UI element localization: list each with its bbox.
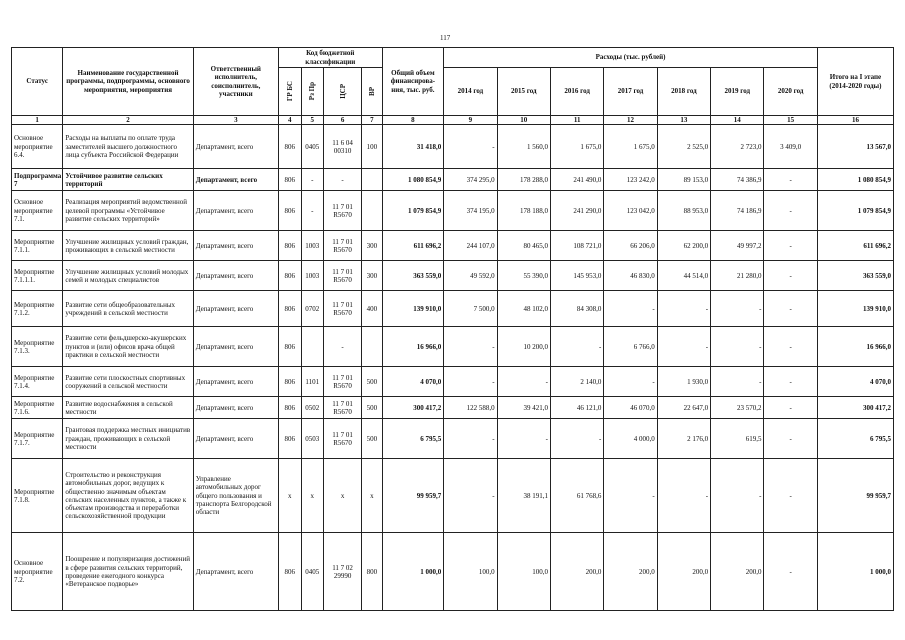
row-year-2015: 1 560,0 xyxy=(497,125,550,169)
row-grbs: 806 xyxy=(278,533,301,611)
row-status: Мероприятие 7.1.7. xyxy=(12,419,63,459)
row-year-2015: - xyxy=(497,419,550,459)
row-total-volume: 363 559,0 xyxy=(382,261,444,291)
row-status: Мероприятие 7.1.2. xyxy=(12,291,63,327)
row-grbs: 806 xyxy=(278,169,301,191)
row-rzpr: 0503 xyxy=(301,419,324,459)
row-total: 1 079 854,9 xyxy=(817,191,893,231)
column-index: 2 xyxy=(63,116,193,125)
table-row xyxy=(12,231,894,261)
row-year-2019: 200,0 xyxy=(711,533,764,611)
header-year: 2017 год xyxy=(604,68,657,116)
row-total-volume: 6 795,5 xyxy=(382,419,444,459)
row-status: Мероприятие 7.1.1.1. xyxy=(12,261,63,291)
header-name: Наименование государственной программы, подпрограммы, основного мероприятия, мероприятия xyxy=(63,48,193,116)
header-year: 2015 год xyxy=(497,68,550,116)
row-year-2014: - xyxy=(444,125,497,169)
row-vr xyxy=(362,169,383,191)
row-rzpr: 1003 xyxy=(301,261,324,291)
row-year-2017: - xyxy=(604,291,657,327)
row-year-2020: - xyxy=(764,191,817,231)
row-year-2016: - xyxy=(550,419,603,459)
row-year-2020: - xyxy=(764,291,817,327)
table-row xyxy=(12,459,894,533)
row-year-2015: 48 102,0 xyxy=(497,291,550,327)
row-total-volume: 300 417,2 xyxy=(382,397,444,419)
row-year-2018: 62 200,0 xyxy=(657,231,710,261)
row-rzpr: 0702 xyxy=(301,291,324,327)
table-row xyxy=(12,291,894,327)
row-year-2014: - xyxy=(444,459,497,533)
row-year-2018: 88 953,0 xyxy=(657,191,710,231)
row-year-2014: - xyxy=(444,419,497,459)
row-year-2016: 241 490,0 xyxy=(550,169,603,191)
row-year-2020: - xyxy=(764,261,817,291)
row-total: 6 795,5 xyxy=(817,419,893,459)
row-csr: 11 7 01 R5670 xyxy=(324,367,362,397)
row-csr: 11 7 01 R5670 xyxy=(324,191,362,231)
row-year-2014: 7 500,0 xyxy=(444,291,497,327)
row-vr: 300 xyxy=(362,261,383,291)
row-total-volume: 1 000,0 xyxy=(382,533,444,611)
row-year-2018: 44 514,0 xyxy=(657,261,710,291)
row-csr: 11 7 01 R5670 xyxy=(324,261,362,291)
row-year-2019: 619,5 xyxy=(711,419,764,459)
header-grbs: ГР БС xyxy=(278,68,301,116)
row-year-2018: 89 153,0 xyxy=(657,169,710,191)
row-year-2019: - xyxy=(711,327,764,367)
row-year-2016: 46 121,0 xyxy=(550,397,603,419)
row-rzpr xyxy=(301,327,324,367)
row-year-2019: - xyxy=(711,291,764,327)
row-status: Основное мероприятие 6.4. xyxy=(12,125,63,169)
row-total: 16 966,0 xyxy=(817,327,893,367)
row-grbs: 806 xyxy=(278,397,301,419)
row-year-2017: 200,0 xyxy=(604,533,657,611)
row-year-2016: 241 290,0 xyxy=(550,191,603,231)
column-index: 7 xyxy=(362,116,383,125)
row-year-2015: 39 421,0 xyxy=(497,397,550,419)
row-year-2016: 84 308,0 xyxy=(550,291,603,327)
row-year-2017: 4 000,0 xyxy=(604,419,657,459)
row-csr: 11 7 01 R5670 xyxy=(324,291,362,327)
row-status: Мероприятие 7.1.6. xyxy=(12,397,63,419)
row-responsible: Департамент, всего xyxy=(193,291,278,327)
row-name: Развитие сети плоскостных спортивных сооружений в сельской местности xyxy=(63,367,193,397)
row-csr: - xyxy=(324,327,362,367)
row-year-2020: - xyxy=(764,419,817,459)
row-year-2017: 1 675,0 xyxy=(604,125,657,169)
table-row xyxy=(12,261,894,291)
row-year-2015: 100,0 xyxy=(497,533,550,611)
row-rzpr: x xyxy=(301,459,324,533)
column-index: 1 xyxy=(12,116,63,125)
header-total-volume: Общий объем финансирова-ния, тыс. руб. xyxy=(382,48,444,116)
row-grbs: 806 xyxy=(278,291,301,327)
row-vr: 300 xyxy=(362,231,383,261)
row-year-2019: - xyxy=(711,367,764,397)
row-vr: 500 xyxy=(362,367,383,397)
row-year-2014: 49 592,0 xyxy=(444,261,497,291)
row-year-2016: 200,0 xyxy=(550,533,603,611)
table-row xyxy=(12,169,894,191)
row-total-volume: 139 910,0 xyxy=(382,291,444,327)
header-year: 2014 год xyxy=(444,68,497,116)
row-responsible: Департамент, всего xyxy=(193,191,278,231)
row-year-2015: 38 191,1 xyxy=(497,459,550,533)
column-index: 15 xyxy=(764,116,817,125)
row-year-2016: - xyxy=(550,327,603,367)
row-grbs: 806 xyxy=(278,419,301,459)
column-index: 8 xyxy=(382,116,444,125)
column-index: 13 xyxy=(657,116,710,125)
column-index: 14 xyxy=(711,116,764,125)
row-name: Улучшение жилищных условий молодых семей и молодых специалистов xyxy=(63,261,193,291)
row-year-2020: - xyxy=(764,533,817,611)
row-year-2019: 21 280,0 xyxy=(711,261,764,291)
row-responsible: Департамент, всего xyxy=(193,125,278,169)
row-vr: x xyxy=(362,459,383,533)
row-year-2019: 23 570,2 xyxy=(711,397,764,419)
row-grbs: x xyxy=(278,459,301,533)
row-year-2014: 100,0 xyxy=(444,533,497,611)
column-index-row xyxy=(12,116,894,125)
row-total-volume: 16 966,0 xyxy=(382,327,444,367)
row-csr: 11 7 01 R5670 xyxy=(324,419,362,459)
row-year-2016: 108 721,0 xyxy=(550,231,603,261)
row-year-2017: - xyxy=(604,367,657,397)
table-row xyxy=(12,327,894,367)
header-rzpr: Рз Пр xyxy=(301,68,324,116)
row-vr: 500 xyxy=(362,397,383,419)
row-year-2020: - xyxy=(764,367,817,397)
page-number: 117 xyxy=(440,34,451,42)
row-rzpr: 1003 xyxy=(301,231,324,261)
row-status: Мероприятие 7.1.4. xyxy=(12,367,63,397)
header-year: 2016 год xyxy=(550,68,603,116)
header-total: Итого на I этапе (2014-2020 годы) xyxy=(817,48,893,116)
row-rzpr: 0502 xyxy=(301,397,324,419)
row-responsible: Департамент, всего xyxy=(193,397,278,419)
row-year-2016: 145 953,0 xyxy=(550,261,603,291)
row-year-2018: 22 647,0 xyxy=(657,397,710,419)
column-index: 12 xyxy=(604,116,657,125)
header-budget-code: Код бюджетной классификации xyxy=(278,48,382,68)
header-status: Статус xyxy=(12,48,63,116)
row-name: Поощрение и популяризация достижений в сфере развития сельских территорий, проведение ежегодного конкурса «Ветеранское подворье» xyxy=(63,533,193,611)
budget-table xyxy=(11,47,894,611)
row-csr: - xyxy=(324,169,362,191)
row-year-2017: 6 766,0 xyxy=(604,327,657,367)
table-row xyxy=(12,533,894,611)
row-year-2015: - xyxy=(497,367,550,397)
table-row xyxy=(12,419,894,459)
table-row xyxy=(12,367,894,397)
row-vr: 800 xyxy=(362,533,383,611)
row-responsible: Управление автомобильных дорог общего пользования и транспорта Белгородской области xyxy=(193,459,278,533)
row-year-2020: - xyxy=(764,327,817,367)
row-status: Подпрограмма 7 xyxy=(12,169,63,191)
row-rzpr: - xyxy=(301,191,324,231)
row-grbs: 806 xyxy=(278,367,301,397)
row-year-2016: 61 768,6 xyxy=(550,459,603,533)
row-year-2014: 374 195,0 xyxy=(444,191,497,231)
row-csr: x xyxy=(324,459,362,533)
row-total: 363 559,0 xyxy=(817,261,893,291)
row-rzpr: 0405 xyxy=(301,125,324,169)
row-name: Развитие сети общеобразовательных учреждений в сельской местности xyxy=(63,291,193,327)
row-name: Развитие сети фельдшерско-акушерских пунктов и (или) офисов врача общей практики в сельской местности xyxy=(63,327,193,367)
row-responsible: Департамент, всего xyxy=(193,367,278,397)
row-name: Улучшение жилищных условий граждан, проживающих в сельской местности xyxy=(63,231,193,261)
row-responsible: Департамент, всего xyxy=(193,419,278,459)
table-row xyxy=(12,125,894,169)
row-total: 13 567,0 xyxy=(817,125,893,169)
row-name: Расходы на выплаты по оплате труда заместителей высшего должностного лица субъекта Российской Федерации xyxy=(63,125,193,169)
row-year-2017: 123 242,0 xyxy=(604,169,657,191)
row-responsible: Департамент, всего xyxy=(193,231,278,261)
row-year-2014: 122 588,0 xyxy=(444,397,497,419)
row-csr: 11 7 01 R5670 xyxy=(324,397,362,419)
row-name: Развитие водоснабжения в сельской местности xyxy=(63,397,193,419)
table-row xyxy=(12,191,894,231)
row-csr: 11 7 02 29990 xyxy=(324,533,362,611)
row-year-2017: 46 830,0 xyxy=(604,261,657,291)
row-year-2018: - xyxy=(657,291,710,327)
header-csr: ЦСР xyxy=(324,68,362,116)
row-vr xyxy=(362,191,383,231)
row-grbs: 806 xyxy=(278,125,301,169)
header-year: 2019 год xyxy=(711,68,764,116)
row-year-2014: - xyxy=(444,367,497,397)
row-csr: 11 7 01 R5670 xyxy=(324,231,362,261)
row-rzpr: - xyxy=(301,169,324,191)
header-expenses: Расходы (тыс. рублей) xyxy=(444,48,818,68)
row-rzpr: 1101 xyxy=(301,367,324,397)
row-responsible: Департамент, всего xyxy=(193,169,278,191)
row-year-2015: 10 200,0 xyxy=(497,327,550,367)
row-year-2018: 1 930,0 xyxy=(657,367,710,397)
row-total: 1 080 854,9 xyxy=(817,169,893,191)
row-year-2018: - xyxy=(657,327,710,367)
row-year-2016: 2 140,0 xyxy=(550,367,603,397)
row-grbs: 806 xyxy=(278,261,301,291)
row-total: 611 696,2 xyxy=(817,231,893,261)
table-row xyxy=(12,397,894,419)
row-grbs: 806 xyxy=(278,327,301,367)
row-year-2020: - xyxy=(764,169,817,191)
row-responsible: Департамент, всего xyxy=(193,261,278,291)
row-vr xyxy=(362,327,383,367)
row-year-2015: 178 288,0 xyxy=(497,169,550,191)
row-total: 99 959,7 xyxy=(817,459,893,533)
header-year: 2020 год xyxy=(764,68,817,116)
row-total: 1 000,0 xyxy=(817,533,893,611)
header-vr: ВР xyxy=(362,68,383,116)
column-index: 3 xyxy=(193,116,278,125)
row-responsible: Департамент, всего xyxy=(193,533,278,611)
column-index: 5 xyxy=(301,116,324,125)
row-name: Реализация мероприятий ведомственной целевой программы «Устойчивое развитие сельских территорий» xyxy=(63,191,193,231)
row-year-2018: 2 176,0 xyxy=(657,419,710,459)
row-year-2019: 2 723,0 xyxy=(711,125,764,169)
row-status: Основное мероприятие 7.1. xyxy=(12,191,63,231)
row-total: 139 910,0 xyxy=(817,291,893,327)
header-row-1 xyxy=(12,48,894,68)
row-name: Строительство и реконструкция автомобильных дорог, ведущих к общественно значимым объектам сельских населенных пунктов, а также к объектам производства и переработки сельскохозяйственной продукции xyxy=(63,459,193,533)
row-year-2019: 74 386,9 xyxy=(711,169,764,191)
row-status: Мероприятие 7.1.8. xyxy=(12,459,63,533)
row-year-2019: 49 997,2 xyxy=(711,231,764,261)
header-year: 2018 год xyxy=(657,68,710,116)
column-index: 4 xyxy=(278,116,301,125)
row-year-2017: 66 206,0 xyxy=(604,231,657,261)
row-grbs: 806 xyxy=(278,191,301,231)
row-total-volume: 99 959,7 xyxy=(382,459,444,533)
column-index: 6 xyxy=(324,116,362,125)
row-responsible: Департамент, всего xyxy=(193,327,278,367)
row-vr: 500 xyxy=(362,419,383,459)
row-name: Грантовая поддержка местных инициатив граждан, проживающих в сельской местности xyxy=(63,419,193,459)
column-index: 10 xyxy=(497,116,550,125)
row-vr: 100 xyxy=(362,125,383,169)
row-total-volume: 31 418,0 xyxy=(382,125,444,169)
row-status: Мероприятие 7.1.3. xyxy=(12,327,63,367)
column-index: 16 xyxy=(817,116,893,125)
row-year-2020: - xyxy=(764,231,817,261)
row-year-2015: 80 465,0 xyxy=(497,231,550,261)
row-grbs: 806 xyxy=(278,231,301,261)
row-year-2017: 46 070,0 xyxy=(604,397,657,419)
row-total: 300 417,2 xyxy=(817,397,893,419)
row-year-2014: 374 295,0 xyxy=(444,169,497,191)
row-year-2019: 74 186,9 xyxy=(711,191,764,231)
row-year-2015: 178 188,0 xyxy=(497,191,550,231)
row-total-volume: 1 079 854,9 xyxy=(382,191,444,231)
row-year-2018: 200,0 xyxy=(657,533,710,611)
row-year-2015: 55 390,0 xyxy=(497,261,550,291)
row-rzpr: 0405 xyxy=(301,533,324,611)
row-year-2014: 244 107,0 xyxy=(444,231,497,261)
row-year-2020: 3 409,0 xyxy=(764,125,817,169)
row-year-2020: - xyxy=(764,459,817,533)
row-csr: 11 6 04 00310 xyxy=(324,125,362,169)
header-responsible: Ответственный исполнитель, соисполнитель, участники xyxy=(193,48,278,116)
row-vr: 400 xyxy=(362,291,383,327)
row-total: 4 070,0 xyxy=(817,367,893,397)
row-total-volume: 1 080 854,9 xyxy=(382,169,444,191)
column-index: 9 xyxy=(444,116,497,125)
row-year-2017: - xyxy=(604,459,657,533)
row-year-2018: - xyxy=(657,459,710,533)
row-year-2016: 1 675,0 xyxy=(550,125,603,169)
row-total-volume: 4 070,0 xyxy=(382,367,444,397)
row-year-2020: - xyxy=(764,397,817,419)
row-year-2017: 123 042,0 xyxy=(604,191,657,231)
row-year-2018: 2 525,0 xyxy=(657,125,710,169)
row-year-2019: - xyxy=(711,459,764,533)
row-total-volume: 611 696,2 xyxy=(382,231,444,261)
row-status: Мероприятие 7.1.1. xyxy=(12,231,63,261)
row-year-2014: - xyxy=(444,327,497,367)
row-status: Основное мероприятие 7.2. xyxy=(12,533,63,611)
row-name: Устойчивое развитие сельских территорий xyxy=(63,169,193,191)
column-index: 11 xyxy=(550,116,603,125)
